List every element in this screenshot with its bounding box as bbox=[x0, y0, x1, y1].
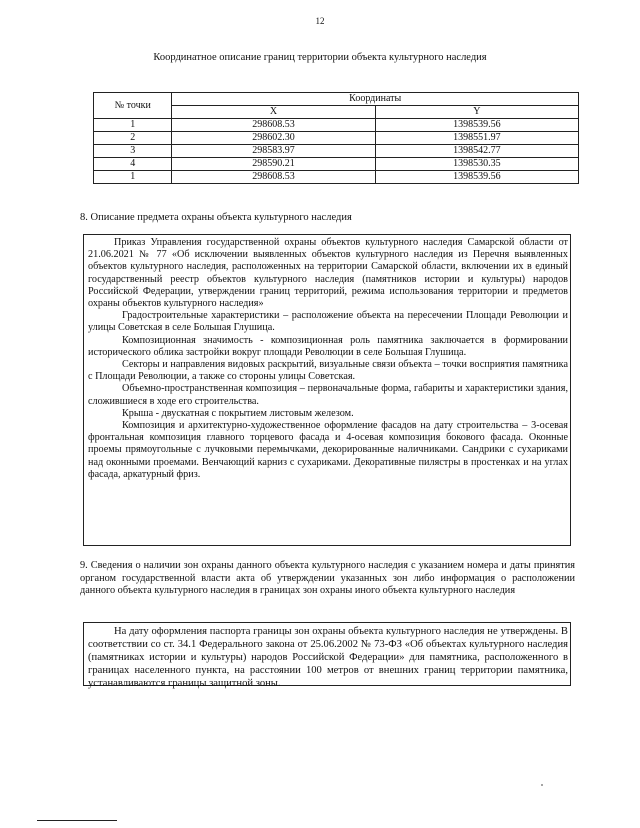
coords-heading: Координатное описание границ территории объекта культурного наследия bbox=[153, 52, 487, 63]
cell-y: 1398539.56 bbox=[375, 171, 578, 184]
header-x: X bbox=[172, 106, 375, 119]
paragraph-composition-significance: Композиционная значимость - композиционная роль памятника заключается в формировании исторического облика застройки вокруг площади Революции в селе Большая Глушица. bbox=[88, 334, 568, 358]
paragraph-urban-characteristics: Градостроительные характеристики – расположение объекта на пересечении Площади Революции и улицы Советская в селе Большая Глушица. bbox=[88, 310, 568, 334]
cell-point: 1 bbox=[94, 119, 172, 132]
cell-y: 1398530.35 bbox=[375, 158, 578, 171]
cell-y: 1398551.97 bbox=[375, 132, 578, 145]
cell-x: 298608.53 bbox=[172, 119, 375, 132]
cell-x: 298602.30 bbox=[172, 132, 375, 145]
header-coordinates: Координаты bbox=[172, 93, 579, 106]
paragraph-order: Приказ Управления государственной охраны объектов культурного наследия Самарской области от 21.06.2021 № 77 «Об исключении выявленных объектов культурного наследия из Перечня выявленных объектов культурного наследия, расположенных на территории Самарской области, включении их в единый государственный реестр объектов культурного наследия (памятников истории и культуры) народов Российской Федерации, утверждении границ территорий, режима использования территории и предметов охраны объектов культурного наследия» bbox=[88, 237, 568, 310]
cell-x: 298608.53 bbox=[172, 171, 375, 184]
table-row bbox=[94, 145, 579, 158]
section-9-title: 9. Сведения о наличии зон охраны данного объекта культурного наследия с указанием номера и даты принятия органом государственной власти акта об утверждении указанных зон либо информация о расположении данного объекта культурного наследия в границах зон охраны иного объекта культурного наследия bbox=[80, 560, 575, 596]
paragraph-protection-zones: На дату оформления паспорта границы зон охраны объекта культурного наследия не утверждены. В соответствии со ст. 34.1 Федерального закона от 25.06.2002 № 73-ФЗ «Об объектах культурного наследия (памятниках истории и культуры) народов Российской Федерации» для памятника, расположенного в границах населенного пункта, на расстоянии 100 метров от внешних границ территории памятника, устанавливаются границы защитной зоны. bbox=[88, 626, 568, 689]
paragraph-roof: Крыша - двускатная с покрытием листовым железом. bbox=[122, 407, 354, 419]
section-9-box bbox=[83, 622, 571, 689]
scan-speck bbox=[541, 784, 543, 786]
paragraph-volume-composition: Объемно-пространственная композиция – первоначальные форма, габариты и характеристики здания, сложившиеся в ходе его строительства. bbox=[88, 383, 568, 407]
page-number: 12 bbox=[315, 16, 325, 26]
cell-x: 298590.21 bbox=[172, 158, 375, 171]
cell-point: 2 bbox=[94, 132, 172, 145]
table-row bbox=[94, 171, 579, 184]
paragraph-facades: Композиция и архитектурно-художественное оформление фасадов на дату строительства – 3-осевая фронтальная композиция главного торцевого фасада и 4-осевая композиция бокового фасада. Оконные проемы прямоугольные с лучковыми перемычками, декорированные наличниками. Сандрики с сухариками над оконными проемами. Венчающий карниз с сухариками. Декоративные пилястры в простенках и на углах фасада, аркатурный фриз. bbox=[88, 420, 568, 480]
coordinates-table bbox=[93, 92, 579, 184]
cell-x: 298583.97 bbox=[172, 145, 375, 158]
paragraph-view-sectors: Секторы и направления видовых раскрытий, визуальные связи объекта – точки восприятия памятника с Площади Революции, а также со стороны улицы Советская. bbox=[88, 359, 568, 383]
section-8-title: 8. Описание предмета охраны объекта культурного наследия bbox=[80, 212, 352, 223]
footer-rule bbox=[37, 820, 117, 821]
section-8-box bbox=[83, 234, 571, 546]
cell-y: 1398539.56 bbox=[375, 119, 578, 132]
header-point-number: № точки bbox=[94, 93, 172, 119]
table-row bbox=[94, 132, 579, 145]
table-row bbox=[94, 119, 579, 132]
cell-y: 1398542.77 bbox=[375, 145, 578, 158]
header-y: Y bbox=[375, 106, 578, 119]
cell-point: 3 bbox=[94, 145, 172, 158]
cell-point: 4 bbox=[94, 158, 172, 171]
table-row bbox=[94, 158, 579, 171]
section-9-title-block bbox=[80, 560, 575, 598]
cell-point: 1 bbox=[94, 171, 172, 184]
